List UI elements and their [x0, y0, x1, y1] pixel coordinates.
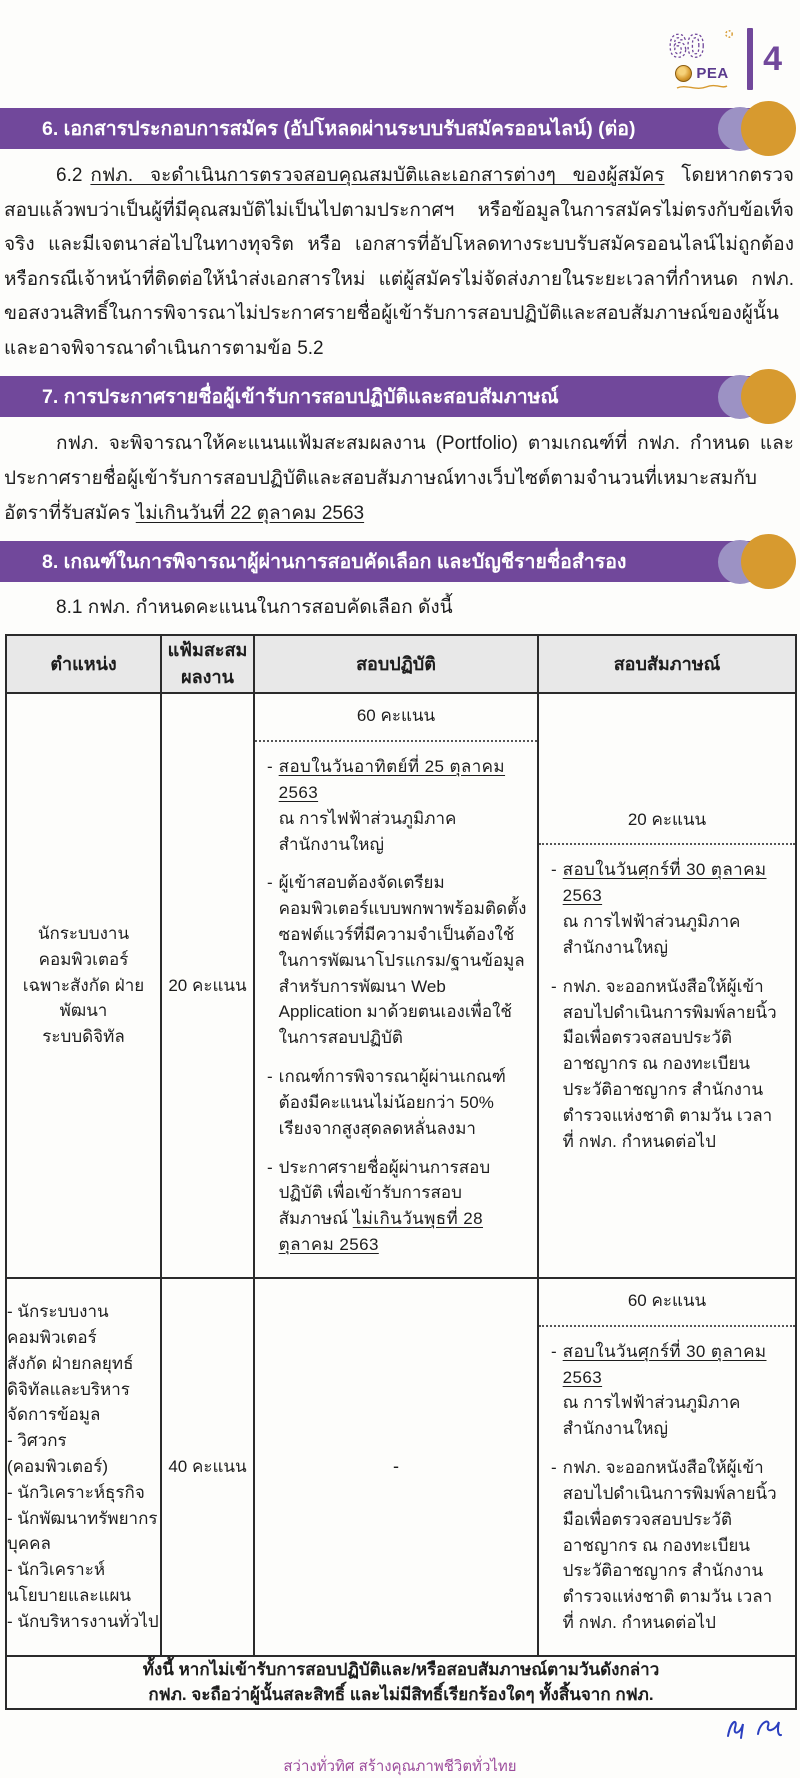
handwritten-initials-icon [722, 1714, 784, 1742]
list-item: - กฟภ. จะออกหนังสือให้ผู้เข้าสอบไปดำเนินการพิมพ์ลายนิ้วมือเพื่อตรวจสอบประวัติอาชญากร ณ กองทะเบียนประวัติอาชญากร สำนักงานตำรวจแห่งชาติ ตามวัน เวลา ที่ กฟภ. กำหนดต่อไป [551, 976, 777, 1151]
section-6-paragraph [0, 159, 800, 366]
list-item: - สอบในวันศุกร์ที่ 30 ตุลาคม 2563 ณ การไฟฟ้าส่วนภูมิภาค สำนักงานใหญ่ [551, 1341, 767, 1439]
svg-text:60: 60 [669, 28, 705, 64]
list-item: - เกณฑ์การพิจารณาผู้ผ่านเกณฑ์ต้องมีคะแนนไม่น้อยกว่า 50% เรียงจากสูงสุดลดหลั่นลงมา [267, 1067, 506, 1138]
list-item: - ประกาศรายชื่อผู้ผ่านการสอบปฏิบัติ เพื่อเข้ารับการสอบสัมภาษณ์ ไม่เกินวันพุธที่ 28 ตุลาคม 2563 [267, 1157, 491, 1255]
column-header-position: ตำแหน่ง [6, 635, 161, 693]
paragraph-text: กฟภ. จะพิจารณาให้คะแนนแฟ้มสะสมผลงาน (Portfolio) ตามเกณฑ์ที่ กฟภ. กำหนด และประกาศรายชื่อผู้เข้ารับการสอบปฏิบัติและสอบสัมภาษณ์ทางเว็บไซต์ตามจำนวนที่เหมาะสมกับอัตราที่รับสมัคร [4, 433, 794, 524]
portfolio-score-cell: 20 คะแนน [161, 693, 254, 1278]
section-8-title: 8. เกณฑ์ในการพิจารณาผู้ผ่านการสอบคัดเลือก และบัญชีรายชื่อสำรอง [42, 551, 627, 574]
list-item: - สอบในวันอาทิตย์ที่ 25 ตุลาคม 2563 ณ การไฟฟ้าส่วนภูมิภาค สำนักงานใหญ่ [267, 757, 506, 854]
position-line: - นักพัฒนาทรัพยากรบุคคล [7, 1508, 158, 1554]
practical-score: 60 คะแนน [255, 694, 537, 742]
underlined-phrase: กฟภ. จะดำเนินการตรวจสอบคุณสมบัติและเอกสารต่างๆ ของผู้สมัคร [90, 165, 665, 186]
clause-number: 6.2 [56, 165, 83, 186]
note-line: กฟภ. จะถือว่าผู้นั้นสละสิทธิ์ และไม่มีสิทธิ์เรียกร้องใดๆ ทั้งสิ้นจาก กฟภ. [148, 1685, 654, 1705]
position-line: เฉพาะสังกัด ฝ่ายพัฒนา [22, 975, 145, 1021]
position-line: - นักบริหารงานทั่วไป [7, 1611, 159, 1631]
section-6-title: 6. เอกสารประกอบการสมัคร (อัปโหลดผ่านระบบรับสมัครออนไลน์) (ต่อ) [42, 118, 636, 140]
position-line: นักระบบงานคอมพิวเตอร์ [37, 924, 130, 969]
interview-cell [538, 1278, 796, 1656]
table-row [6, 1278, 796, 1656]
section-7-banner [0, 376, 794, 417]
column-header-portfolio: แฟ้มสะสมผลงาน [161, 635, 254, 693]
portfolio-score-cell: 40 คะแนน [161, 1278, 254, 1656]
section-6-banner [0, 108, 794, 149]
position-line: - นักวิเคราะห์นโยบายและแผน [7, 1560, 132, 1606]
position-line: - นักวิเคราะห์ธุรกิจ [7, 1482, 145, 1502]
banner-circle-gold [741, 534, 796, 589]
list-item: - สอบในวันศุกร์ที่ 30 ตุลาคม 2563 ณ การไฟฟ้าส่วนภูมิภาค สำนักงานใหญ่ [551, 860, 767, 957]
table-footer-note [6, 1656, 796, 1709]
position-cell [6, 1278, 161, 1656]
position-line: สังกัด ฝ่ายกลยุทธ์ดิจิทัลและบริหารจัดการข้อมูล [7, 1353, 134, 1425]
position-line: - นักระบบงานคอมพิวเตอร์ [7, 1302, 109, 1347]
section-8-subitem: 8.1 กฟภ. กำหนดคะแนนในการสอบคัดเลือก ดังนี้ [56, 597, 453, 619]
interview-score: 20 คะแนน [539, 798, 795, 846]
section-7-title: 7. การประกาศรายชื่อผู้เข้ารับการสอบปฏิบัติและสอบสัมภาษณ์ [42, 386, 559, 409]
table-note-row [6, 1656, 796, 1709]
pea-emblem-icon [675, 65, 692, 82]
header-divider [747, 28, 753, 90]
banner-circle-gold [741, 369, 796, 424]
signature-row [0, 1710, 800, 1744]
paragraph-text: โดยหากตรวจสอบแล้วพบว่าเป็นผู้ที่มีคุณสมบัติไม่เป็นไปตามประกาศฯ หรือข้อมูลในการสมัครไม่ตรงกับข้อเท็จจริง และมีเจตนาส่อไปในทางทุจริต หรือ เอกสารที่อัปโหลดทางระบบรับสมัครออนไลน์ไม่ถูกต้อง หรือกรณีเจ้าหน้าที่ติดต่อให้นำส่งเอกสารใหม่ แต่ผู้สมัครไม่จัดส่งภายในระยะเวลาที่กำหนด กฟภ. ขอสงวนสิทธิ์ในการพิจารณาไม่ประกาศรายชื่อผู้เข้ารับการสอบปฏิบัติและสอบสัมภาษณ์ของผู้นั้น และอาจพิจารณาดำเนินการตามข้อ 5.2 [4, 165, 795, 359]
note-line: ทั้งนี้ หากไม่เข้ารับการสอบปฏิบัติและ/หรือสอบสัมภาษณ์ตามวันดังกล่าว [142, 1659, 660, 1679]
pea-logo-text: PEA [696, 65, 729, 82]
list-item: - กฟภ. จะออกหนังสือให้ผู้เข้าสอบไปดำเนินการพิมพ์ลายนิ้วมือเพื่อตรวจสอบประวัติอาชญากร ณ กองทะเบียนประวัติอาชญากร สำนักงานตำรวจแห่งชาติ ตามวัน เวลา ที่ กฟภ. กำหนดต่อไป [551, 1458, 777, 1633]
interview-cell [538, 693, 796, 1278]
practical-exam-cell [254, 693, 538, 1278]
column-header-practical: สอบปฏิบัติ [254, 635, 538, 693]
pea-logo-block [667, 26, 737, 92]
position-line: - วิศวกร (คอมพิวเตอร์) [7, 1431, 109, 1476]
interview-score: 60 คะแนน [539, 1279, 795, 1327]
score-criteria-table [5, 634, 797, 1710]
list-item: - ผู้เข้าสอบต้องจัดเตรียมคอมพิวเตอร์แบบพกพาพร้อมติดตั้งซอฟต์แวร์ที่มีความจำเป็นต้องใช้ในการพัฒนาโปรแกรม/ฐานข้อมูลสำหรับการพัฒนา Web Application มาด้วยตนเองเพื่อใช้ในการสอบปฏิบัติ [267, 873, 527, 1048]
column-header-interview: สอบสัมภาษณ์ [538, 635, 796, 693]
underlined-deadline: ไม่เกินวันที่ 22 ตุลาคม 2563 [135, 502, 365, 524]
position-line: ระบบดิจิทัล [42, 1027, 125, 1047]
section-8-banner [0, 541, 794, 582]
footer-tagline: สว่างทั่วทิศ สร้างคุณภาพชีวิตทั่วไทย [283, 1757, 517, 1775]
page-header [0, 0, 800, 98]
practical-exam-cell: - [254, 1278, 538, 1656]
position-cell [6, 693, 161, 1278]
section-7-paragraph [0, 427, 800, 531]
table-header-row [6, 635, 796, 693]
anniversary-60-icon [667, 26, 737, 64]
table-row [6, 693, 796, 1278]
banner-circle-gold [741, 101, 796, 156]
page-number: 4 [763, 39, 782, 78]
pea-logo-flourish-icon [676, 83, 728, 92]
